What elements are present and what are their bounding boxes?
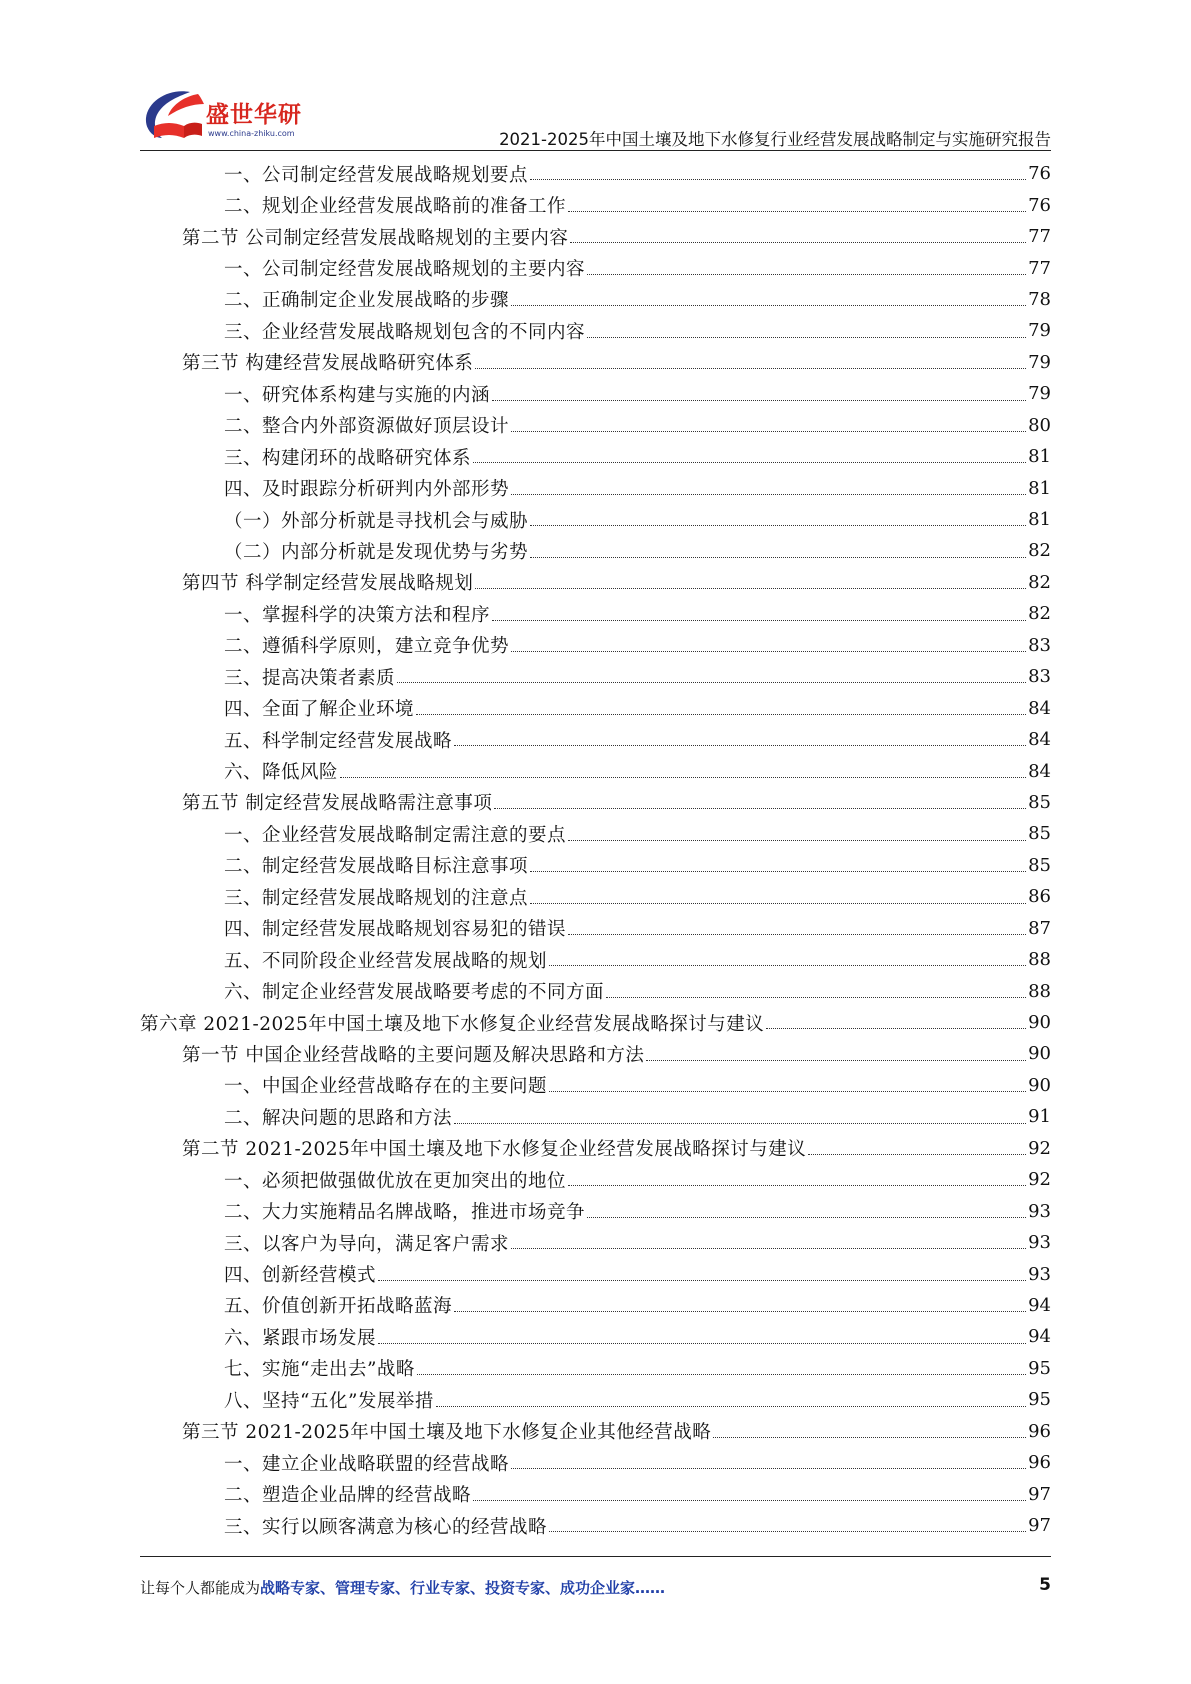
toc-entry-page: 85 bbox=[1028, 854, 1051, 876]
toc-entry[interactable] bbox=[140, 221, 1051, 252]
toc-entry[interactable] bbox=[140, 284, 1051, 315]
toc-entry-page: 84 bbox=[1028, 697, 1051, 719]
toc-entry-title: 四、创新经营模式 bbox=[224, 1265, 377, 1287]
toc-entry-title: 第三节 2021-2025年中国土壤及地下水修复企业其他经营战略 bbox=[182, 1422, 712, 1444]
toc-entry-title: 三、制定经营发展战略规划的注意点 bbox=[224, 887, 529, 909]
toc-entry-page: 76 bbox=[1028, 194, 1051, 216]
toc-entry-page: 82 bbox=[1028, 571, 1051, 593]
toc-entry[interactable] bbox=[140, 818, 1051, 849]
toc-leader-dots bbox=[475, 367, 1026, 369]
page-number: 5 bbox=[1039, 1575, 1051, 1595]
toc-entry-page: 91 bbox=[1028, 1106, 1051, 1128]
toc-entry[interactable] bbox=[140, 787, 1051, 818]
toc-entry-page: 96 bbox=[1028, 1420, 1051, 1442]
toc-entry-title: 一、公司制定经营发展战略规划的主要内容 bbox=[224, 259, 586, 281]
toc-entry-page: 93 bbox=[1028, 1232, 1051, 1254]
toc-leader-dots bbox=[416, 713, 1026, 715]
toc-entry-title: （一）外部分析就是寻找机会与威胁 bbox=[224, 510, 529, 532]
document-title: 2021-2025年中国土壤及地下水修复行业经营发展战略制定与实施研究报告 bbox=[499, 130, 1051, 149]
toc-leader-dots bbox=[766, 1027, 1026, 1029]
toc-entry[interactable] bbox=[140, 881, 1051, 912]
toc-entry[interactable] bbox=[140, 1510, 1051, 1541]
footer-divider bbox=[140, 1556, 1051, 1557]
toc-entry-page: 78 bbox=[1028, 288, 1051, 310]
toc-entry-title: 第四节 科学制定经营发展战略规划 bbox=[182, 573, 474, 595]
toc-entry[interactable] bbox=[140, 913, 1051, 944]
toc-entry[interactable] bbox=[140, 504, 1051, 535]
toc-entry-page: 81 bbox=[1028, 477, 1051, 499]
toc-entry-title: 六、降低风险 bbox=[224, 762, 339, 784]
toc-entry-title: 五、价值创新开拓战略蓝海 bbox=[224, 1296, 453, 1318]
toc-leader-dots bbox=[511, 650, 1026, 652]
toc-entry[interactable] bbox=[140, 535, 1051, 566]
toc-entry[interactable] bbox=[140, 252, 1051, 283]
toc-entry-title: 二、整合内外部资源做好顶层设计 bbox=[224, 416, 510, 438]
toc-leader-dots bbox=[494, 807, 1026, 809]
toc-leader-dots bbox=[454, 1122, 1026, 1124]
toc-entry-page: 92 bbox=[1028, 1169, 1051, 1191]
toc-leader-dots bbox=[378, 1342, 1026, 1344]
toc-entry-title: 三、构建闭环的战略研究体系 bbox=[224, 447, 472, 469]
toc-leader-dots bbox=[568, 933, 1026, 935]
toc-entry-page: 77 bbox=[1028, 257, 1051, 279]
toc-leader-dots bbox=[587, 273, 1026, 275]
toc-entry-title: 一、建立企业战略联盟的经营战略 bbox=[224, 1453, 510, 1475]
toc-entry-title: 一、研究体系构建与实施的内涵 bbox=[224, 384, 491, 406]
toc-leader-dots bbox=[530, 524, 1026, 526]
toc-entry[interactable] bbox=[140, 1164, 1051, 1195]
toc-entry-title: 四、制定经营发展战略规划容易犯的错误 bbox=[224, 919, 567, 941]
toc-leader-dots bbox=[511, 1467, 1026, 1469]
toc-entry-page: 97 bbox=[1028, 1483, 1051, 1505]
toc-leader-dots bbox=[473, 461, 1026, 463]
toc-leader-dots bbox=[511, 493, 1026, 495]
toc-leader-dots bbox=[397, 681, 1026, 683]
company-logo bbox=[140, 86, 320, 148]
toc-leader-dots bbox=[713, 1436, 1026, 1438]
toc-entry[interactable] bbox=[140, 1353, 1051, 1384]
toc-entry-page: 94 bbox=[1028, 1294, 1051, 1316]
footer-slogan bbox=[140, 1577, 665, 1598]
toc-entry-title: 一、掌握科学的决策方法和程序 bbox=[224, 604, 491, 626]
toc-entry-page: 79 bbox=[1028, 320, 1051, 342]
toc-leader-dots bbox=[530, 870, 1026, 872]
toc-leader-dots bbox=[492, 619, 1026, 621]
toc-entry-title: 一、中国企业经营战略存在的主要问题 bbox=[224, 1076, 548, 1098]
toc-leader-dots bbox=[568, 1184, 1026, 1186]
toc-leader-dots bbox=[511, 1247, 1026, 1249]
toc-entry-page: 97 bbox=[1028, 1515, 1051, 1537]
toc-leader-dots bbox=[511, 430, 1026, 432]
toc-entry-title: 六、制定企业经营发展战略要考虑的不同方面 bbox=[224, 982, 605, 1004]
toc-entry[interactable] bbox=[140, 1070, 1051, 1101]
toc-entry[interactable] bbox=[140, 1258, 1051, 1289]
toc-entry[interactable] bbox=[140, 472, 1051, 503]
toc-leader-dots bbox=[417, 1373, 1026, 1375]
toc-entry-page: 95 bbox=[1028, 1357, 1051, 1379]
toc-entry-page: 82 bbox=[1028, 603, 1051, 625]
toc-entry[interactable] bbox=[140, 755, 1051, 786]
toc-entry[interactable] bbox=[140, 1227, 1051, 1258]
toc-entry-title: 一、企业经营发展战略制定需注意的要点 bbox=[224, 824, 567, 846]
toc-entry[interactable] bbox=[140, 975, 1051, 1006]
toc-entry[interactable] bbox=[140, 724, 1051, 755]
toc-entry[interactable] bbox=[140, 1101, 1051, 1132]
toc-leader-dots bbox=[454, 1310, 1026, 1312]
toc-leader-dots bbox=[587, 1216, 1026, 1218]
toc-entry-title: 二、塑造企业品牌的经营战略 bbox=[224, 1485, 472, 1507]
toc-entry-title: 七、实施“走出去”战略 bbox=[224, 1359, 415, 1381]
toc-leader-dots bbox=[646, 1059, 1026, 1061]
toc-entry-page: 81 bbox=[1028, 509, 1051, 531]
toc-entry-title: 五、不同阶段企业经营发展战略的规划 bbox=[224, 950, 548, 972]
toc-entry-page: 90 bbox=[1028, 1012, 1051, 1034]
toc-entry-page: 86 bbox=[1028, 886, 1051, 908]
toc-entry-page: 82 bbox=[1028, 540, 1051, 562]
toc-leader-dots bbox=[340, 776, 1026, 778]
toc-leader-dots bbox=[549, 1530, 1026, 1532]
toc-entry[interactable] bbox=[140, 378, 1051, 409]
toc-entry-page: 92 bbox=[1028, 1137, 1051, 1159]
footer-slogan-emphasis: 战略专家、管理专家、行业专家、投资专家、成功企业家…… bbox=[260, 1579, 666, 1597]
toc-entry-page: 81 bbox=[1028, 446, 1051, 468]
toc-leader-dots bbox=[530, 902, 1026, 904]
toc-entry[interactable] bbox=[140, 630, 1051, 661]
toc-entry[interactable] bbox=[140, 410, 1051, 441]
toc-leader-dots bbox=[570, 241, 1026, 243]
toc-entry-title: 第二节 公司制定经营发展战略规划的主要内容 bbox=[182, 227, 569, 249]
toc-entry-title: 第六章 2021-2025年中国土壤及地下水修复企业经营发展战略探讨与建议 bbox=[140, 1013, 765, 1035]
toc-entry-page: 79 bbox=[1028, 383, 1051, 405]
toc-leader-dots bbox=[436, 1405, 1026, 1407]
toc-entry-title: 六、紧跟市场发展 bbox=[224, 1327, 377, 1349]
toc-entry-page: 80 bbox=[1028, 414, 1051, 436]
toc-entry-page: 94 bbox=[1028, 1326, 1051, 1348]
toc-entry-title: 第二节 2021-2025年中国土壤及地下水修复企业经营发展战略探讨与建议 bbox=[182, 1139, 807, 1161]
toc-entry[interactable] bbox=[140, 1416, 1051, 1447]
toc-entry[interactable] bbox=[140, 1133, 1051, 1164]
toc-entry[interactable] bbox=[140, 347, 1051, 378]
toc-leader-dots bbox=[606, 996, 1026, 998]
toc-entry[interactable] bbox=[140, 1321, 1051, 1352]
toc-entry-page: 93 bbox=[1028, 1200, 1051, 1222]
toc-entry-title: （二）内部分析就是发现优势与劣势 bbox=[224, 541, 529, 563]
toc-entry[interactable] bbox=[140, 315, 1051, 346]
toc-entry-title: 五、科学制定经营发展战略 bbox=[224, 730, 453, 752]
logo-url: www.china-zhiku.com bbox=[208, 129, 295, 138]
header-divider bbox=[140, 150, 1051, 151]
toc-leader-dots bbox=[492, 399, 1026, 401]
toc-entry-page: 76 bbox=[1028, 163, 1051, 185]
toc-entry[interactable] bbox=[140, 158, 1051, 189]
toc-entry-title: 三、企业经营发展战略规划包含的不同内容 bbox=[224, 321, 586, 343]
toc-entry[interactable] bbox=[140, 1384, 1051, 1415]
toc-entry-title: 二、制定经营发展战略目标注意事项 bbox=[224, 856, 529, 878]
logo-name: 盛世华研 bbox=[206, 102, 302, 128]
toc-entry[interactable] bbox=[140, 1195, 1051, 1226]
toc-entry-page: 90 bbox=[1028, 1074, 1051, 1096]
toc-entry-page: 84 bbox=[1028, 760, 1051, 782]
toc-entry[interactable] bbox=[140, 661, 1051, 692]
page-header bbox=[0, 0, 1191, 152]
toc-entry-title: 四、及时跟踪分析研判内外部形势 bbox=[224, 479, 510, 501]
toc-leader-dots bbox=[378, 1279, 1026, 1281]
toc-entry[interactable] bbox=[140, 944, 1051, 975]
toc-entry-page: 88 bbox=[1028, 949, 1051, 971]
footer-slogan-prefix: 让每个人都能成为 bbox=[140, 1579, 261, 1597]
toc-entry-page: 96 bbox=[1028, 1452, 1051, 1474]
toc-entry-title: 三、实行以顾客满意为核心的经营战略 bbox=[224, 1516, 548, 1538]
toc-entry[interactable] bbox=[140, 598, 1051, 629]
toc-leader-dots bbox=[530, 178, 1026, 180]
toc-entry-page: 77 bbox=[1028, 226, 1051, 248]
toc-leader-dots bbox=[530, 556, 1026, 558]
logo-swoosh-icon bbox=[140, 86, 206, 148]
toc-entry-page: 90 bbox=[1028, 1043, 1051, 1065]
toc-entry-title: 二、解决问题的思路和方法 bbox=[224, 1107, 453, 1129]
toc-leader-dots bbox=[808, 1153, 1026, 1155]
toc-entry-page: 93 bbox=[1028, 1263, 1051, 1285]
toc-leader-dots bbox=[454, 744, 1026, 746]
toc-entry-page: 83 bbox=[1028, 634, 1051, 656]
toc-entry-title: 二、正确制定企业发展战略的步骤 bbox=[224, 290, 510, 312]
table-of-contents bbox=[140, 158, 1051, 1541]
toc-entry[interactable] bbox=[140, 567, 1051, 598]
toc-leader-dots bbox=[473, 1499, 1026, 1501]
toc-entry-title: 第一节 中国企业经营战略的主要问题及解决思路和方法 bbox=[182, 1044, 645, 1066]
toc-entry-page: 79 bbox=[1028, 351, 1051, 373]
toc-leader-dots bbox=[568, 839, 1026, 841]
toc-leader-dots bbox=[568, 210, 1026, 212]
toc-entry-page: 85 bbox=[1028, 791, 1051, 813]
toc-entry-page: 88 bbox=[1028, 980, 1051, 1002]
toc-entry-title: 八、坚持“五化”发展举措 bbox=[224, 1390, 434, 1412]
toc-entry-title: 一、公司制定经营发展战略规划要点 bbox=[224, 164, 529, 186]
toc-leader-dots bbox=[549, 1090, 1026, 1092]
toc-entry-page: 87 bbox=[1028, 917, 1051, 939]
toc-entry-title: 一、必须把做强做优放在更加突出的地位 bbox=[224, 1170, 567, 1192]
toc-entry[interactable] bbox=[140, 850, 1051, 881]
toc-entry[interactable] bbox=[140, 441, 1051, 472]
toc-leader-dots bbox=[549, 964, 1026, 966]
toc-entry-page: 85 bbox=[1028, 823, 1051, 845]
toc-entry-title: 二、规划企业经营发展战略前的准备工作 bbox=[224, 196, 567, 218]
toc-entry-page: 84 bbox=[1028, 729, 1051, 751]
toc-entry-title: 二、遵循科学原则，建立竞争优势 bbox=[224, 636, 510, 658]
toc-entry-title: 三、以客户为导向，满足客户需求 bbox=[224, 1233, 510, 1255]
toc-entry[interactable] bbox=[140, 692, 1051, 723]
toc-entry[interactable] bbox=[140, 1007, 1051, 1038]
toc-entry-title: 第五节 制定经营发展战略需注意事项 bbox=[182, 793, 493, 815]
toc-entry-page: 83 bbox=[1028, 666, 1051, 688]
toc-leader-dots bbox=[587, 336, 1026, 338]
toc-entry[interactable] bbox=[140, 1447, 1051, 1478]
toc-leader-dots bbox=[475, 587, 1026, 589]
toc-entry[interactable] bbox=[140, 1038, 1051, 1069]
toc-entry[interactable] bbox=[140, 1478, 1051, 1509]
toc-entry-title: 二、大力实施精品名牌战略，推进市场竞争 bbox=[224, 1202, 586, 1224]
toc-entry-title: 三、提高决策者素质 bbox=[224, 667, 396, 689]
toc-entry-title: 四、全面了解企业环境 bbox=[224, 699, 415, 721]
toc-entry[interactable] bbox=[140, 189, 1051, 220]
toc-entry[interactable] bbox=[140, 1290, 1051, 1321]
toc-entry-title: 第三节 构建经营发展战略研究体系 bbox=[182, 353, 474, 375]
toc-entry-page: 95 bbox=[1028, 1389, 1051, 1411]
toc-leader-dots bbox=[511, 304, 1026, 306]
